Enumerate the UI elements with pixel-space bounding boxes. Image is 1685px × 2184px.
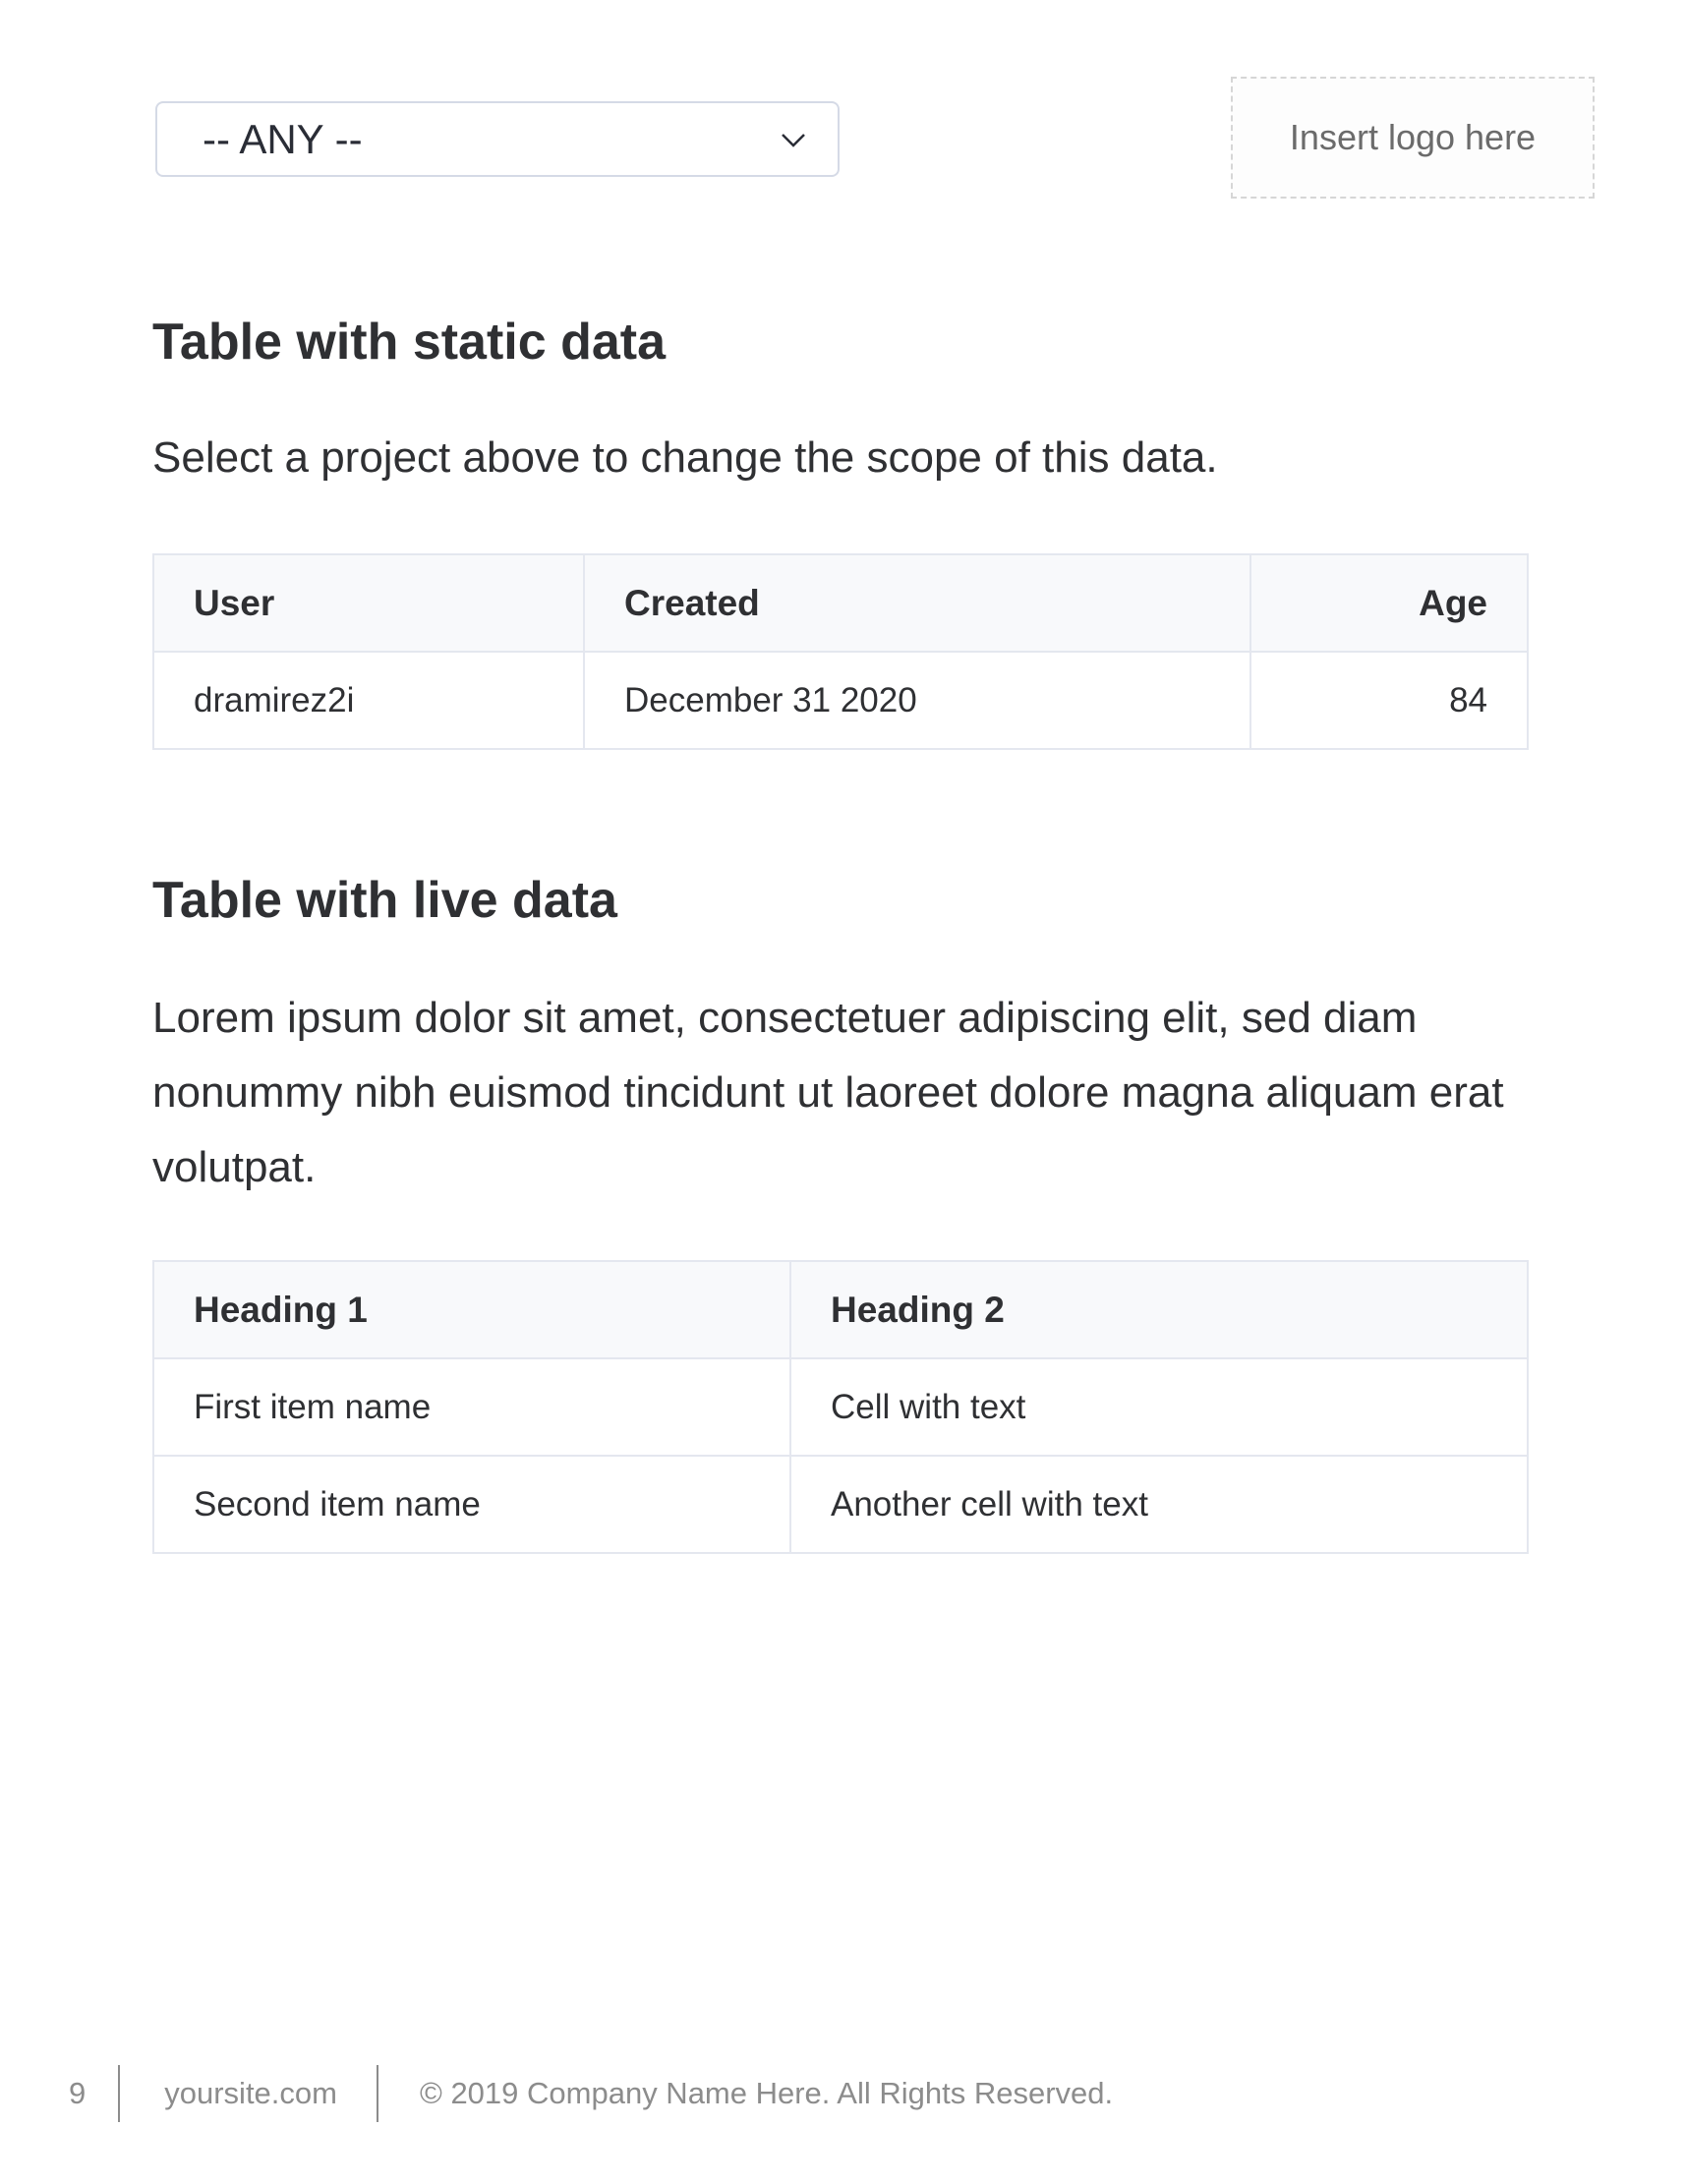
column-header-1: Heading 1 [153, 1261, 790, 1358]
chevron-down-icon [779, 125, 808, 154]
live-table-description: Lorem ipsum dolor sit amet, consectetuer adipiscing elit, sed diam nonummy nibh euismod tincidunt ut laoreet dolore magna aliquam erat volutpat. [152, 994, 1504, 1191]
page-number: 9 [69, 2076, 87, 2110]
logo-placeholder-text: Insert logo here [1289, 117, 1537, 157]
table-header-row [153, 1261, 1528, 1358]
footer-divider [377, 2065, 378, 2122]
static-table-title: Table with static data [152, 314, 667, 371]
footer-copyright: © 2019 Company Name Here. All Rights Reserved. [419, 2076, 1114, 2110]
table-row [153, 1358, 1528, 1456]
page-footer [0, 2064, 1113, 2123]
column-header-2: Heading 2 [790, 1261, 1528, 1358]
live-data-table [152, 1260, 1529, 1554]
live-table-title: Table with live data [152, 872, 617, 929]
logo-placeholder [1231, 77, 1595, 199]
cell-user: dramirez2i [153, 652, 584, 749]
cell: Another cell with text [790, 1456, 1528, 1553]
footer-divider [118, 2065, 120, 2122]
footer-site-link[interactable]: yoursite.com [164, 2076, 337, 2110]
cell-age: 84 [1250, 652, 1528, 749]
table-header-row [153, 554, 1528, 652]
table-row [153, 652, 1528, 749]
column-header-age: Age [1250, 554, 1528, 652]
static-table-description: Select a project above to change the scope of this data. [152, 433, 1218, 482]
table-row [153, 1456, 1528, 1553]
project-select-value: -- ANY -- [203, 115, 363, 162]
column-header-user: User [153, 554, 584, 652]
static-data-table [152, 553, 1529, 750]
project-select[interactable] [155, 101, 840, 177]
cell-created: December 31 2020 [584, 652, 1250, 749]
column-header-created: Created [584, 554, 1250, 652]
cell: First item name [153, 1358, 790, 1456]
cell: Second item name [153, 1456, 790, 1553]
cell: Cell with text [790, 1358, 1528, 1456]
